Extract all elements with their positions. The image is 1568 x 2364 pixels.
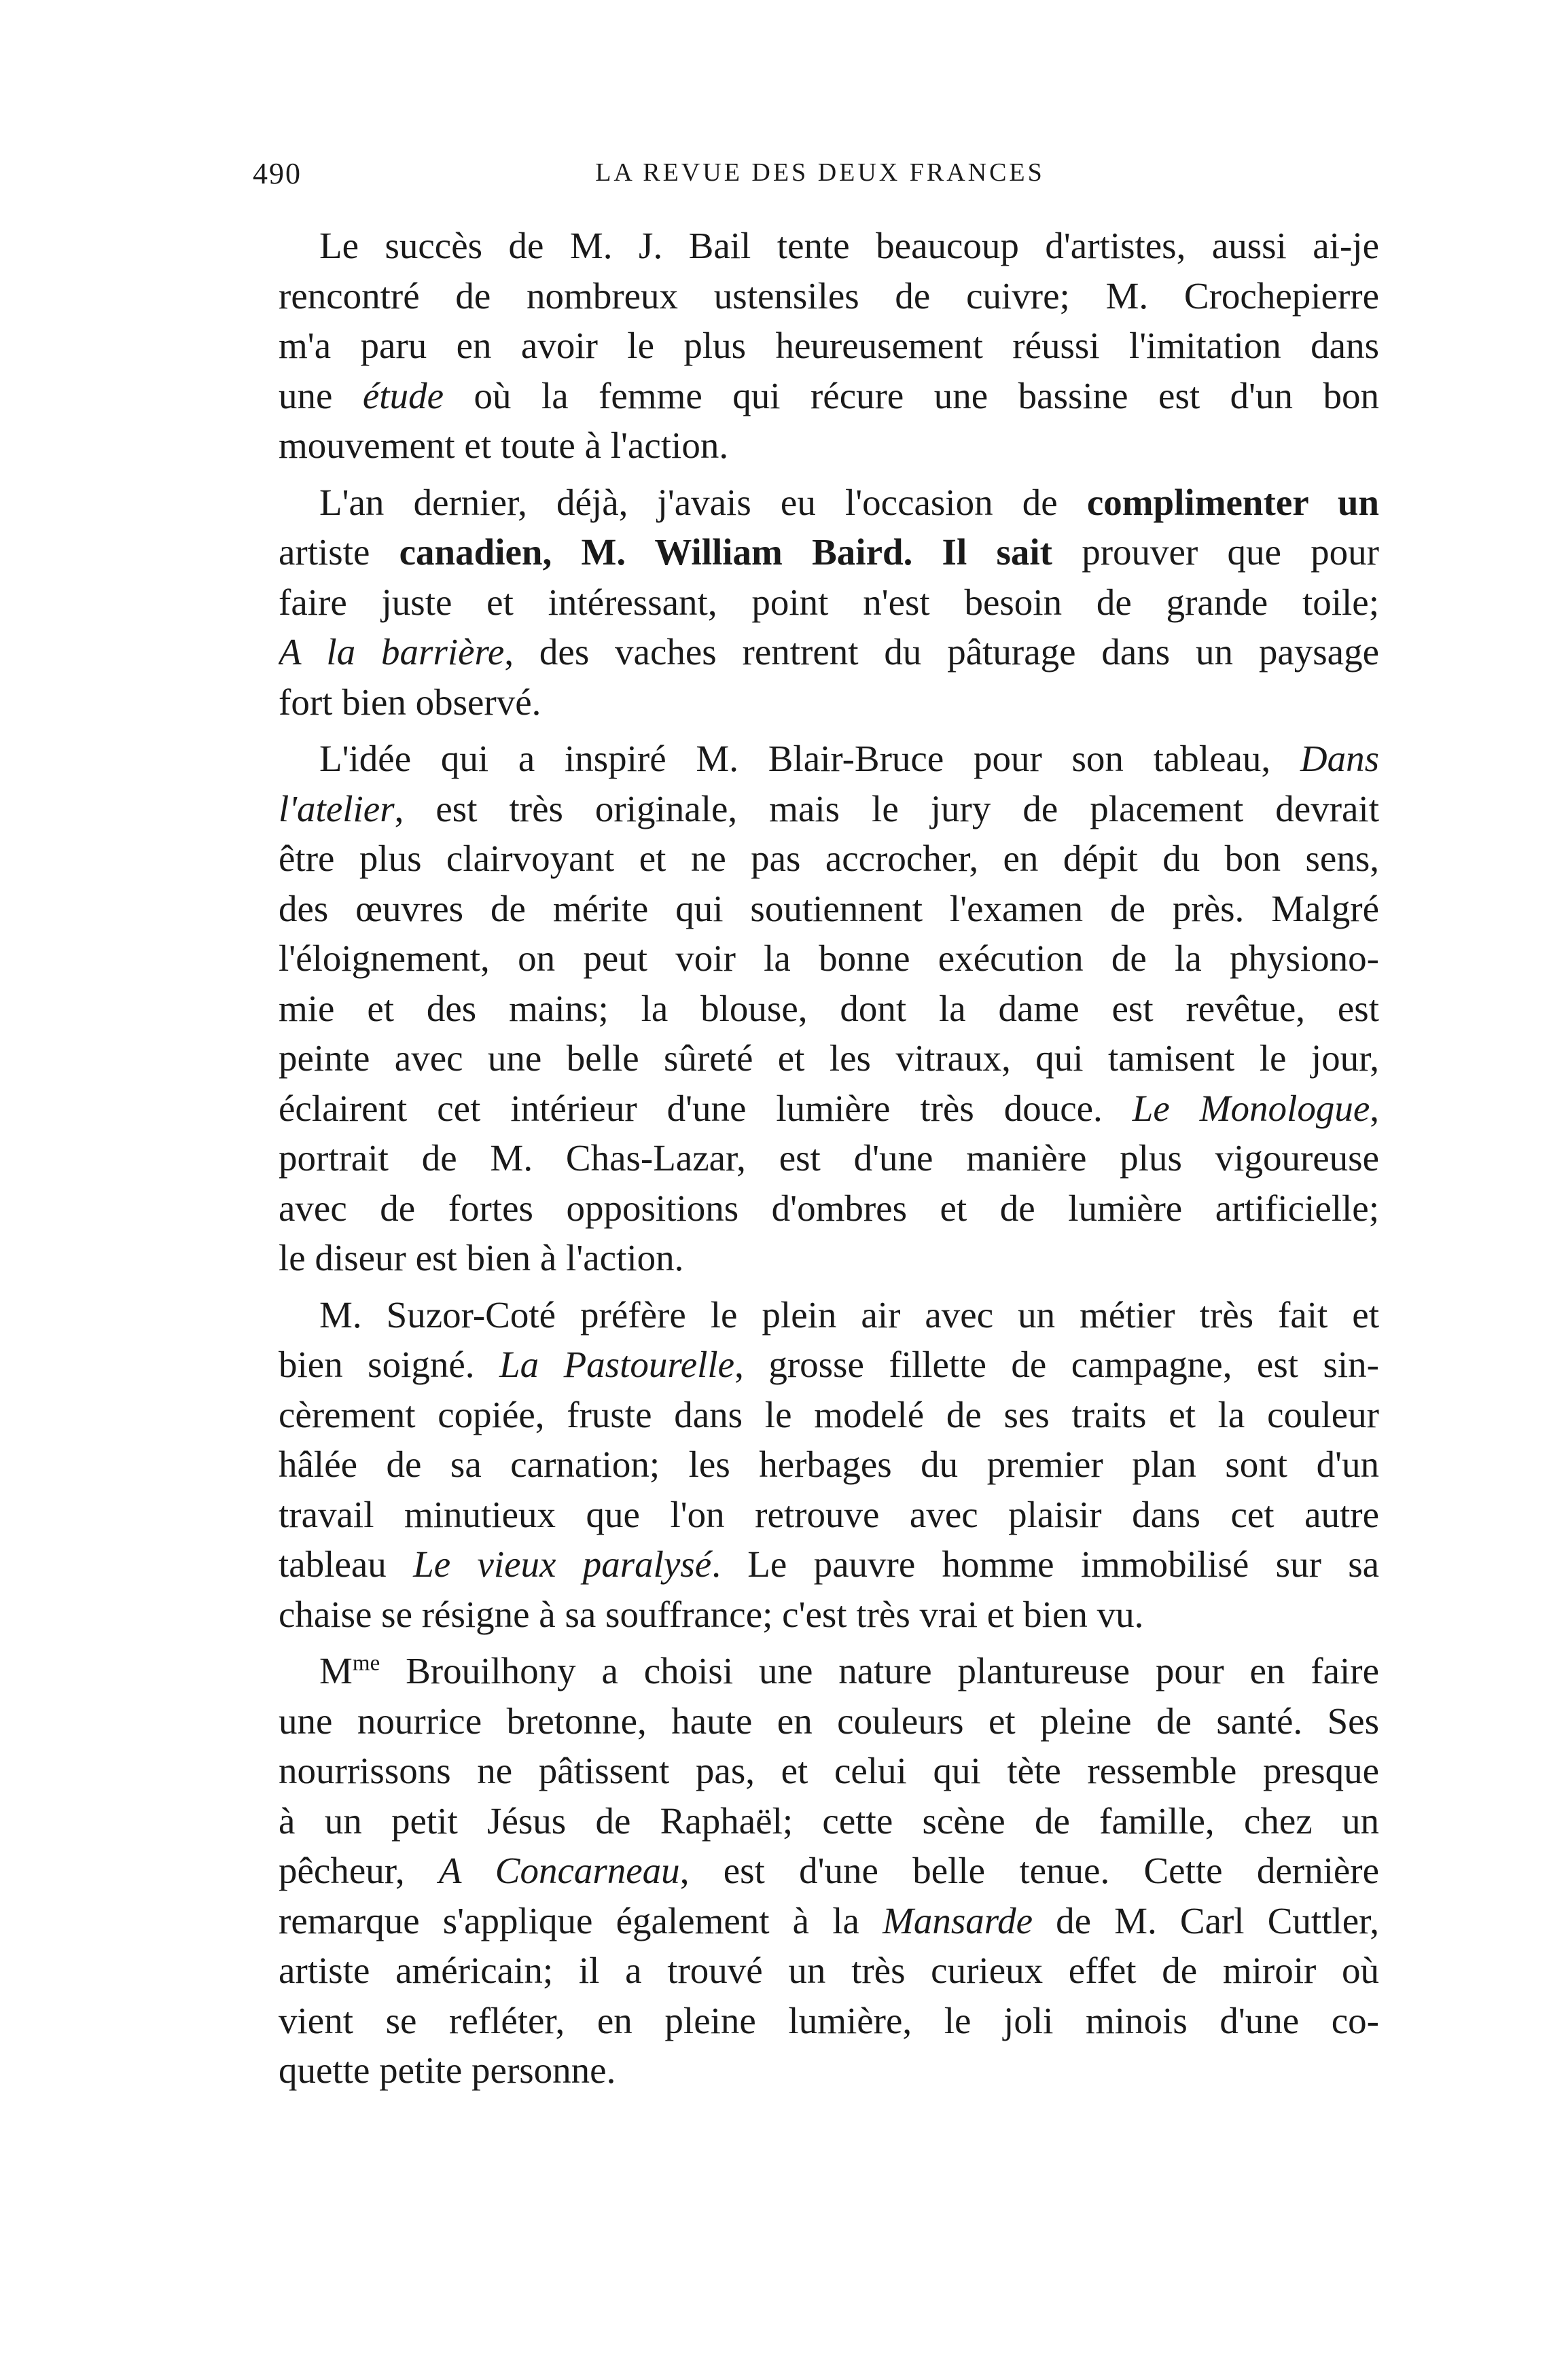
- running-title: LA REVUE DES DEUX FRANCES: [595, 158, 1045, 187]
- text-line: L'idée qui a inspiré M. Blair-Bruce pour son tableau, Dans: [319, 738, 1379, 779]
- text-line: quette petite personne.: [279, 2049, 616, 2091]
- text-line: bien soigné. La Pastourelle, grosse fillette de campagne, est sin-: [279, 1344, 1379, 1385]
- text-line: faire juste et intéressant, point n'est besoin de grande toile;: [279, 581, 1379, 623]
- text-line: remarque s'applique également à la Mansarde de M. Carl Cuttler,: [279, 1899, 1379, 1941]
- text-line: artiste américain; il a trouvé un très curieux effet de miroir où: [279, 1950, 1379, 1991]
- paragraph-5: [279, 1646, 1379, 2096]
- page-header: [253, 156, 1387, 211]
- text-line: m'a paru en avoir le plus heureusement réussi l'imitation dans: [279, 325, 1379, 366]
- text-line: l'éloignement, on peut voir la bonne exécution de la physiono-: [279, 937, 1379, 979]
- text-line: A la barrière, des vaches rentrent du pâturage dans un paysage: [279, 631, 1379, 673]
- text-line: artiste canadien, M. William Baird. Il sait prouver que pour: [279, 531, 1379, 573]
- italic-title: Mansarde: [883, 1899, 1033, 1941]
- text-line: mouvement et toute à l'action.: [279, 425, 729, 466]
- italic-title: étude: [362, 374, 444, 416]
- text-line: Le succès de M. J. Bail tente beaucoup d'artistes, aussi ai-je: [319, 225, 1379, 266]
- text-line: portrait de M. Chas-Lazar, est d'une manière plus vigoureuse: [279, 1137, 1379, 1179]
- paragraph-1: [279, 221, 1379, 471]
- italic-title: A la barrière: [279, 631, 505, 673]
- page-number: 490: [253, 157, 302, 190]
- text-line: éclairent cet intérieur d'une lumière très douce. Le Monologue,: [279, 1087, 1379, 1129]
- text-line: $M^{me}$ Brouilhony a choisi une nature plantureuse pour en faire: [319, 1650, 1379, 1691]
- text-line: le diseur est bien à l'action.: [279, 1237, 684, 1278]
- text-line: une nourrice bretonne, haute en couleurs et pleine de santé. Ses: [279, 1700, 1379, 1742]
- text-line: cèrement copiée, fruste dans le modelé de ses traits et la couleur: [279, 1393, 1379, 1435]
- paragraph-2: [279, 478, 1379, 728]
- italic-title: Le vieux paralysé: [413, 1543, 712, 1585]
- italic-title: A Concarneau: [438, 1850, 680, 1891]
- text-line: chaise se résigne à sa souffrance; c'est très vrai et bien vu.: [279, 1593, 1144, 1635]
- text-line: tableau Le vieux paralysé. Le pauvre homme immobilisé sur sa: [279, 1543, 1379, 1585]
- text-line: une étude où la femme qui récure une bassine est d'un bon: [279, 374, 1379, 416]
- text-line: rencontré de nombreux ustensiles de cuivre; M. Crochepierre: [279, 274, 1379, 317]
- text-line: des œuvres de mérite qui soutiennent l'examen de près. Malgré: [279, 887, 1379, 929]
- text-line: L'an dernier, déjà, j'avais eu l'occasion de complimenter un: [319, 481, 1379, 523]
- text-line: l'atelier, est très originale, mais le jury de placement devrait: [279, 787, 1379, 829]
- italic-title: Dans: [1300, 738, 1379, 779]
- text-line: à un petit Jésus de Raphaël; cette scène de famille, chez un: [279, 1799, 1379, 1842]
- text-line: nourrissons ne pâtissent pas, et celui qui tète ressemble presque: [279, 1750, 1379, 1791]
- text-line: M. Suzor-Coté préfère le plein air avec un métier très fait et: [319, 1293, 1379, 1336]
- text-line: pêcheur, A Concarneau, est d'une belle tenue. Cette dernière: [279, 1850, 1379, 1891]
- italic-title: Le Monologue: [1132, 1087, 1370, 1129]
- text-line: vient se refléter, en pleine lumière, le joli minois d'une co-: [279, 1999, 1379, 2041]
- text-line: peinte avec une belle sûreté et les vitraux, qui tamisent le jour,: [279, 1037, 1379, 1079]
- body-text: [279, 221, 1379, 2096]
- paragraph-4: [279, 1290, 1379, 1640]
- text-line: hâlée de sa carnation; les herbages du premier plan sont d'un: [279, 1444, 1379, 1485]
- text-line: fort bien observé.: [279, 681, 541, 723]
- italic-title: La Pastourelle: [499, 1344, 735, 1385]
- text-line: avec de fortes oppositions d'ombres et de lumière artificielle;: [279, 1187, 1379, 1229]
- text-line: travail minutieux que l'on retrouve avec plaisir dans cet autre: [279, 1493, 1379, 1535]
- paragraph-3: [279, 734, 1379, 1283]
- italic-title: l'atelier: [279, 787, 395, 829]
- text-line: être plus clairvoyant et ne pas accrocher, en dépit du bon sens,: [279, 838, 1379, 879]
- text-line: mie et des mains; la blouse, dont la dame est revêtue, est: [279, 987, 1379, 1029]
